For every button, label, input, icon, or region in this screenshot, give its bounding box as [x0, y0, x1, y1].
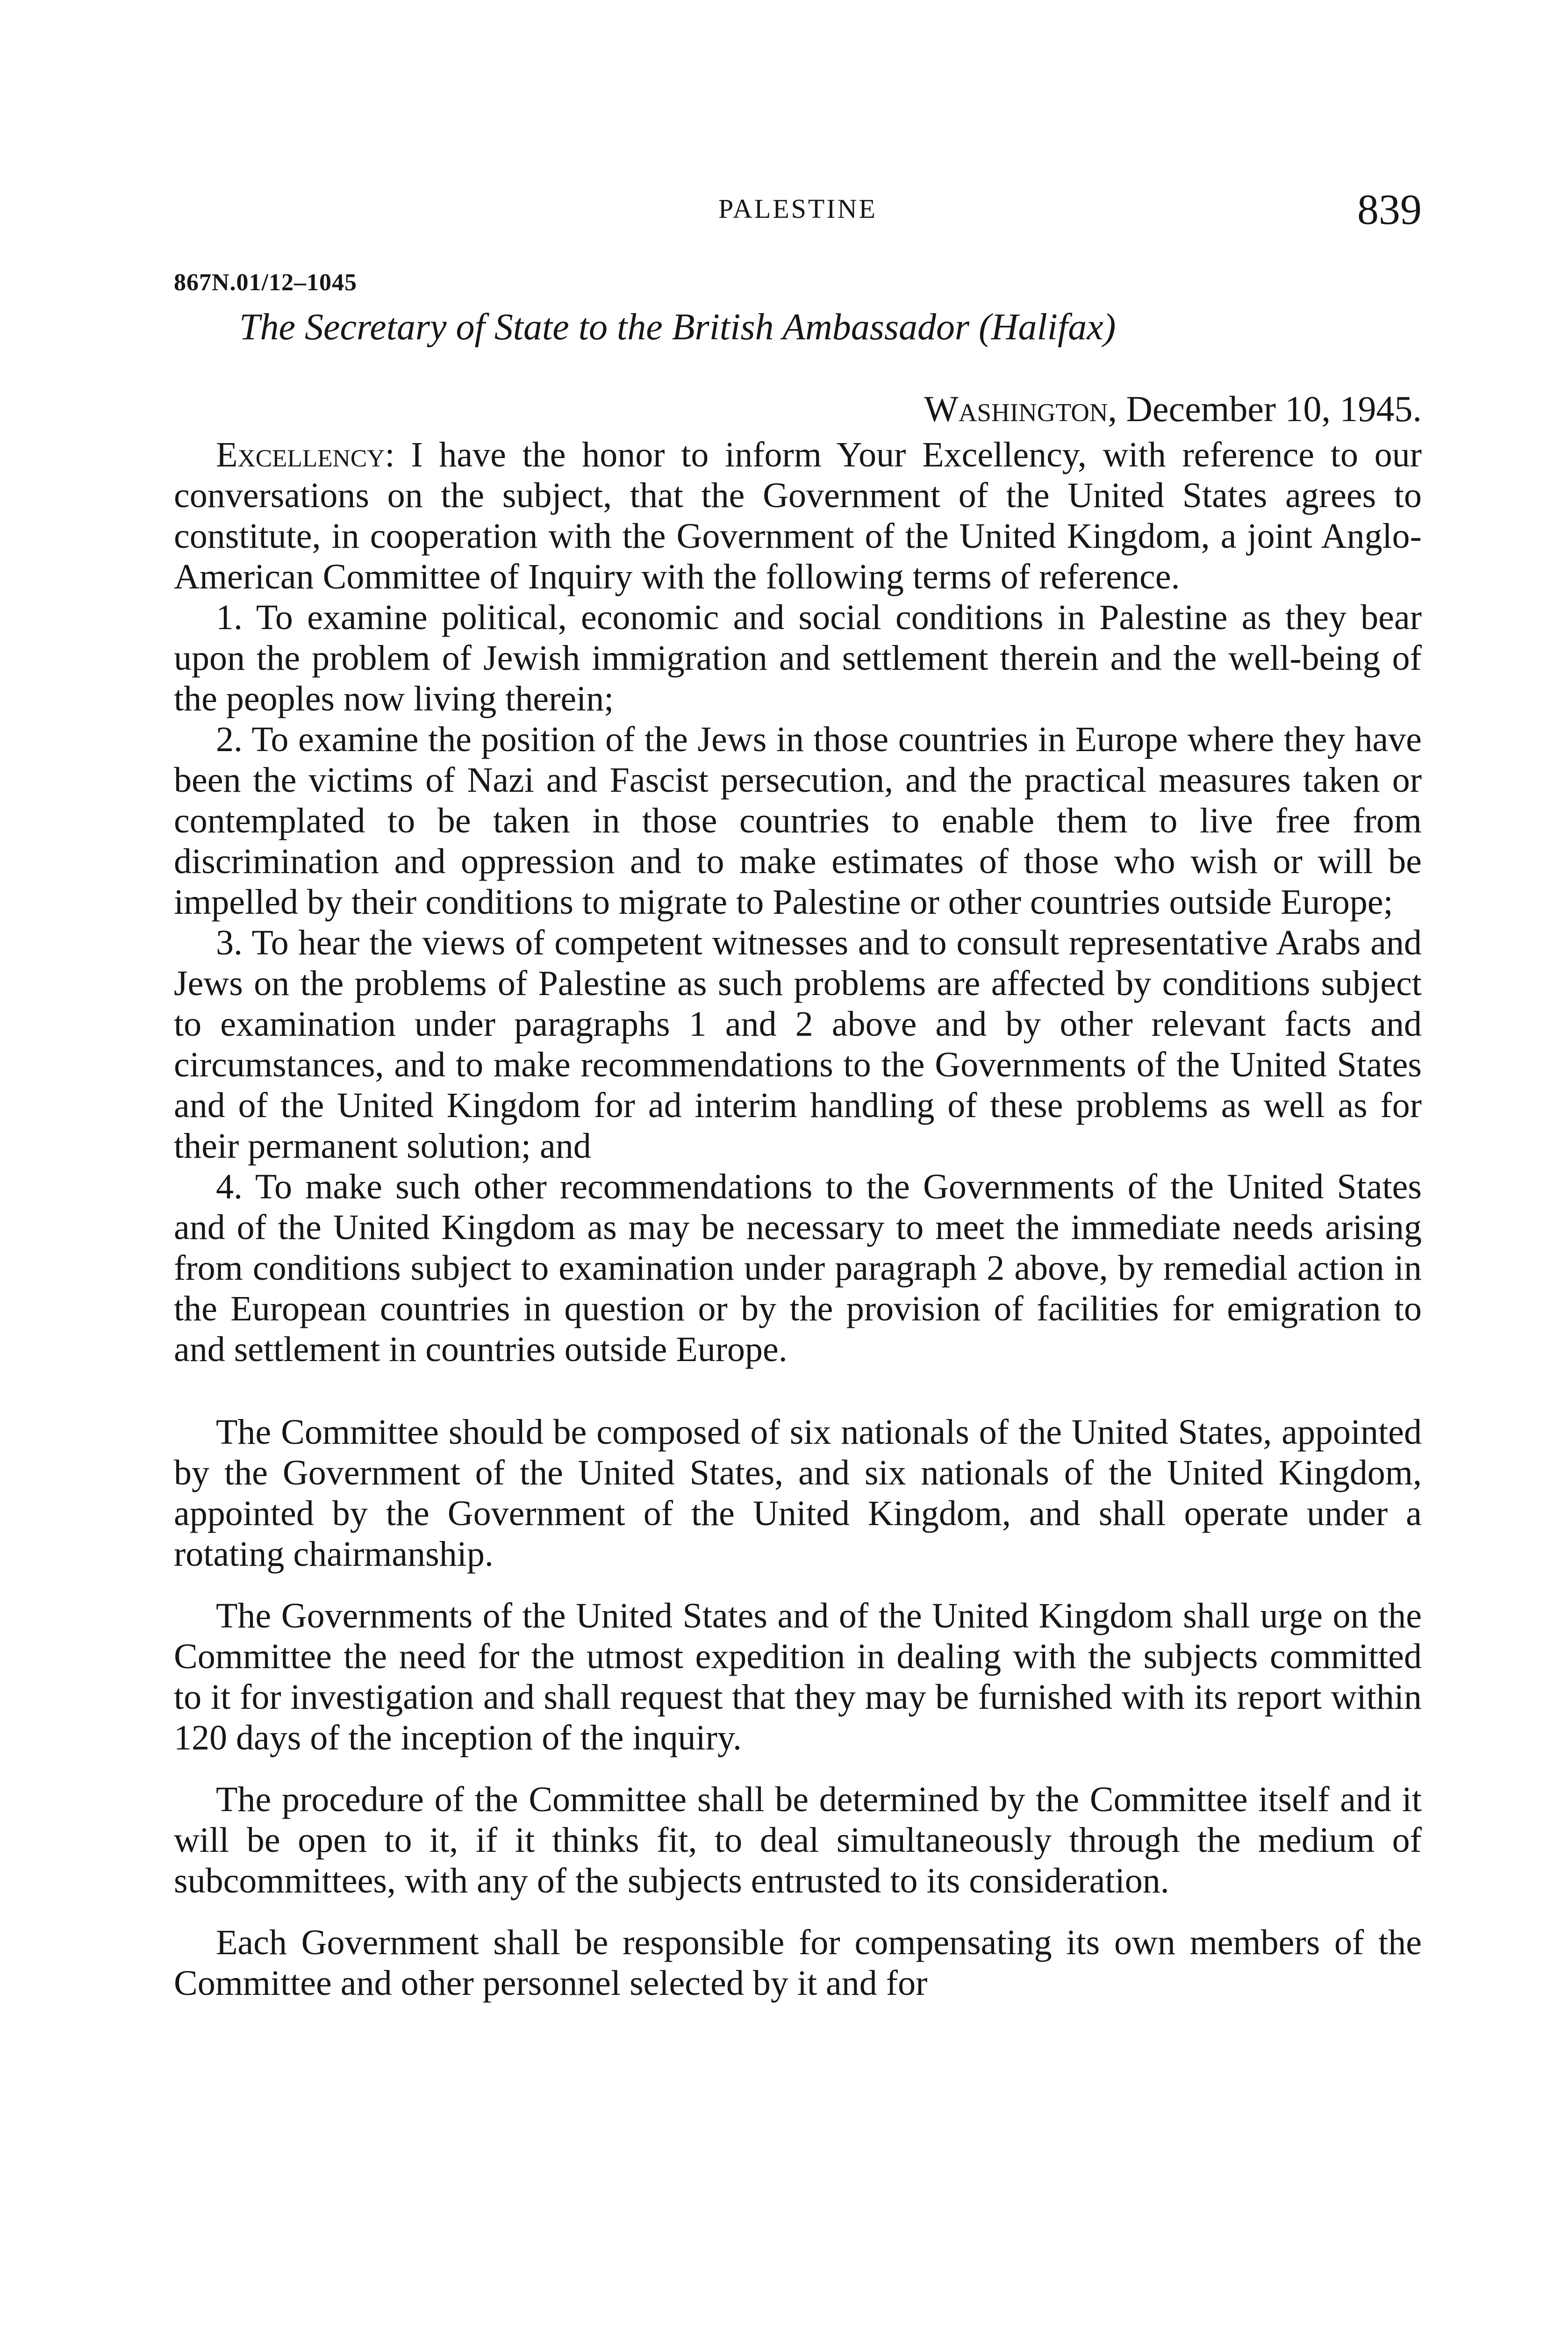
dateline-place: Washington, [924, 388, 1117, 429]
dateline-date: December 10, 1945. [1126, 388, 1422, 429]
term-of-reference-1: 1. To examine political, economic and social conditions in Palestine as they bear upon the problem of Jewish immigration and settlement therein and the well-being of the peoples now living therein; [174, 598, 1422, 718]
letter-body [174, 435, 1422, 2004]
page-number: 839 [1357, 186, 1422, 233]
term-of-reference-2: 2. To examine the position of the Jews in those countries in Europe where they have been the victims of Nazi and Fascist persecution, and the practical measures taken or contemplated to be taken in those countries to enable them to live free from discrimination and oppression and to make estimates of those who wish or will be impelled by their conditions to migrate to Palestine or other countries outside Europe; [174, 720, 1422, 922]
opening-paragraph [174, 435, 1422, 597]
expedition-paragraph: The Governments of the United States and of the United Kingdom shall urge on the Committee the need for the utmost expedition in dealing with the subjects committed to it for investigation and shall request that they may be furnished with its report within 120 days of the inception of the inquiry. [174, 1596, 1422, 1757]
document-title: The Secretary of State to the British Ambassador (Halifax) [239, 307, 1116, 348]
term-of-reference-3: 3. To hear the views of competent witnesses and to consult representative Arabs and Jews on the problems of Palestine as such problems are affected by conditions subject to examination under paragraphs 1 and 2 above and by other relevant facts and circumstances, and to make recommendations to the Governments of the United States and of the United Kingdom for ad interim handling of these problems as well as for their permanent solution; and [174, 923, 1422, 1166]
running-head [174, 185, 1422, 236]
dateline [924, 388, 1422, 430]
file-reference: 867N.01/12–1045 [174, 269, 357, 296]
term-of-reference-4: 4. To make such other recommendations to the Governments of the United States and of the United Kingdom as may be necessary to meet the immediate needs arising from conditions subject to examination under paragraph 2 above, by remedial action in the European countries in question or by the provision of facilities for emigration to and settlement in countries outside Europe. [174, 1167, 1422, 1369]
procedure-paragraph: The procedure of the Committee shall be determined by the Committee itself and it will be open to it, if it thinks fit, to deal simultaneously through the medium of subcommittees, with any of the subjects entrusted to its consideration. [174, 1780, 1422, 1900]
opening-text: I have the honor to inform Your Excellency, with reference to our conversations on the subject, that the Government of the United States agrees to constitute, in cooperation with the Government of the United Kingdom, a joint Anglo-American Committee of Inquiry with the following terms of reference. [174, 435, 1422, 596]
committee-composition-paragraph: The Committee should be composed of six nationals of the United States, appointed by the Government of the United States, and six nationals of the United Kingdom, appointed by the Government of the United Kingdom, and shall operate under a rotating chairmanship. [174, 1412, 1422, 1574]
salutation: Excellency: [216, 435, 395, 474]
running-title: PALESTINE [718, 194, 877, 224]
compensation-paragraph: Each Government shall be responsible for compensating its own members of the Committee and other personnel selected by it and for [174, 1923, 1422, 2003]
